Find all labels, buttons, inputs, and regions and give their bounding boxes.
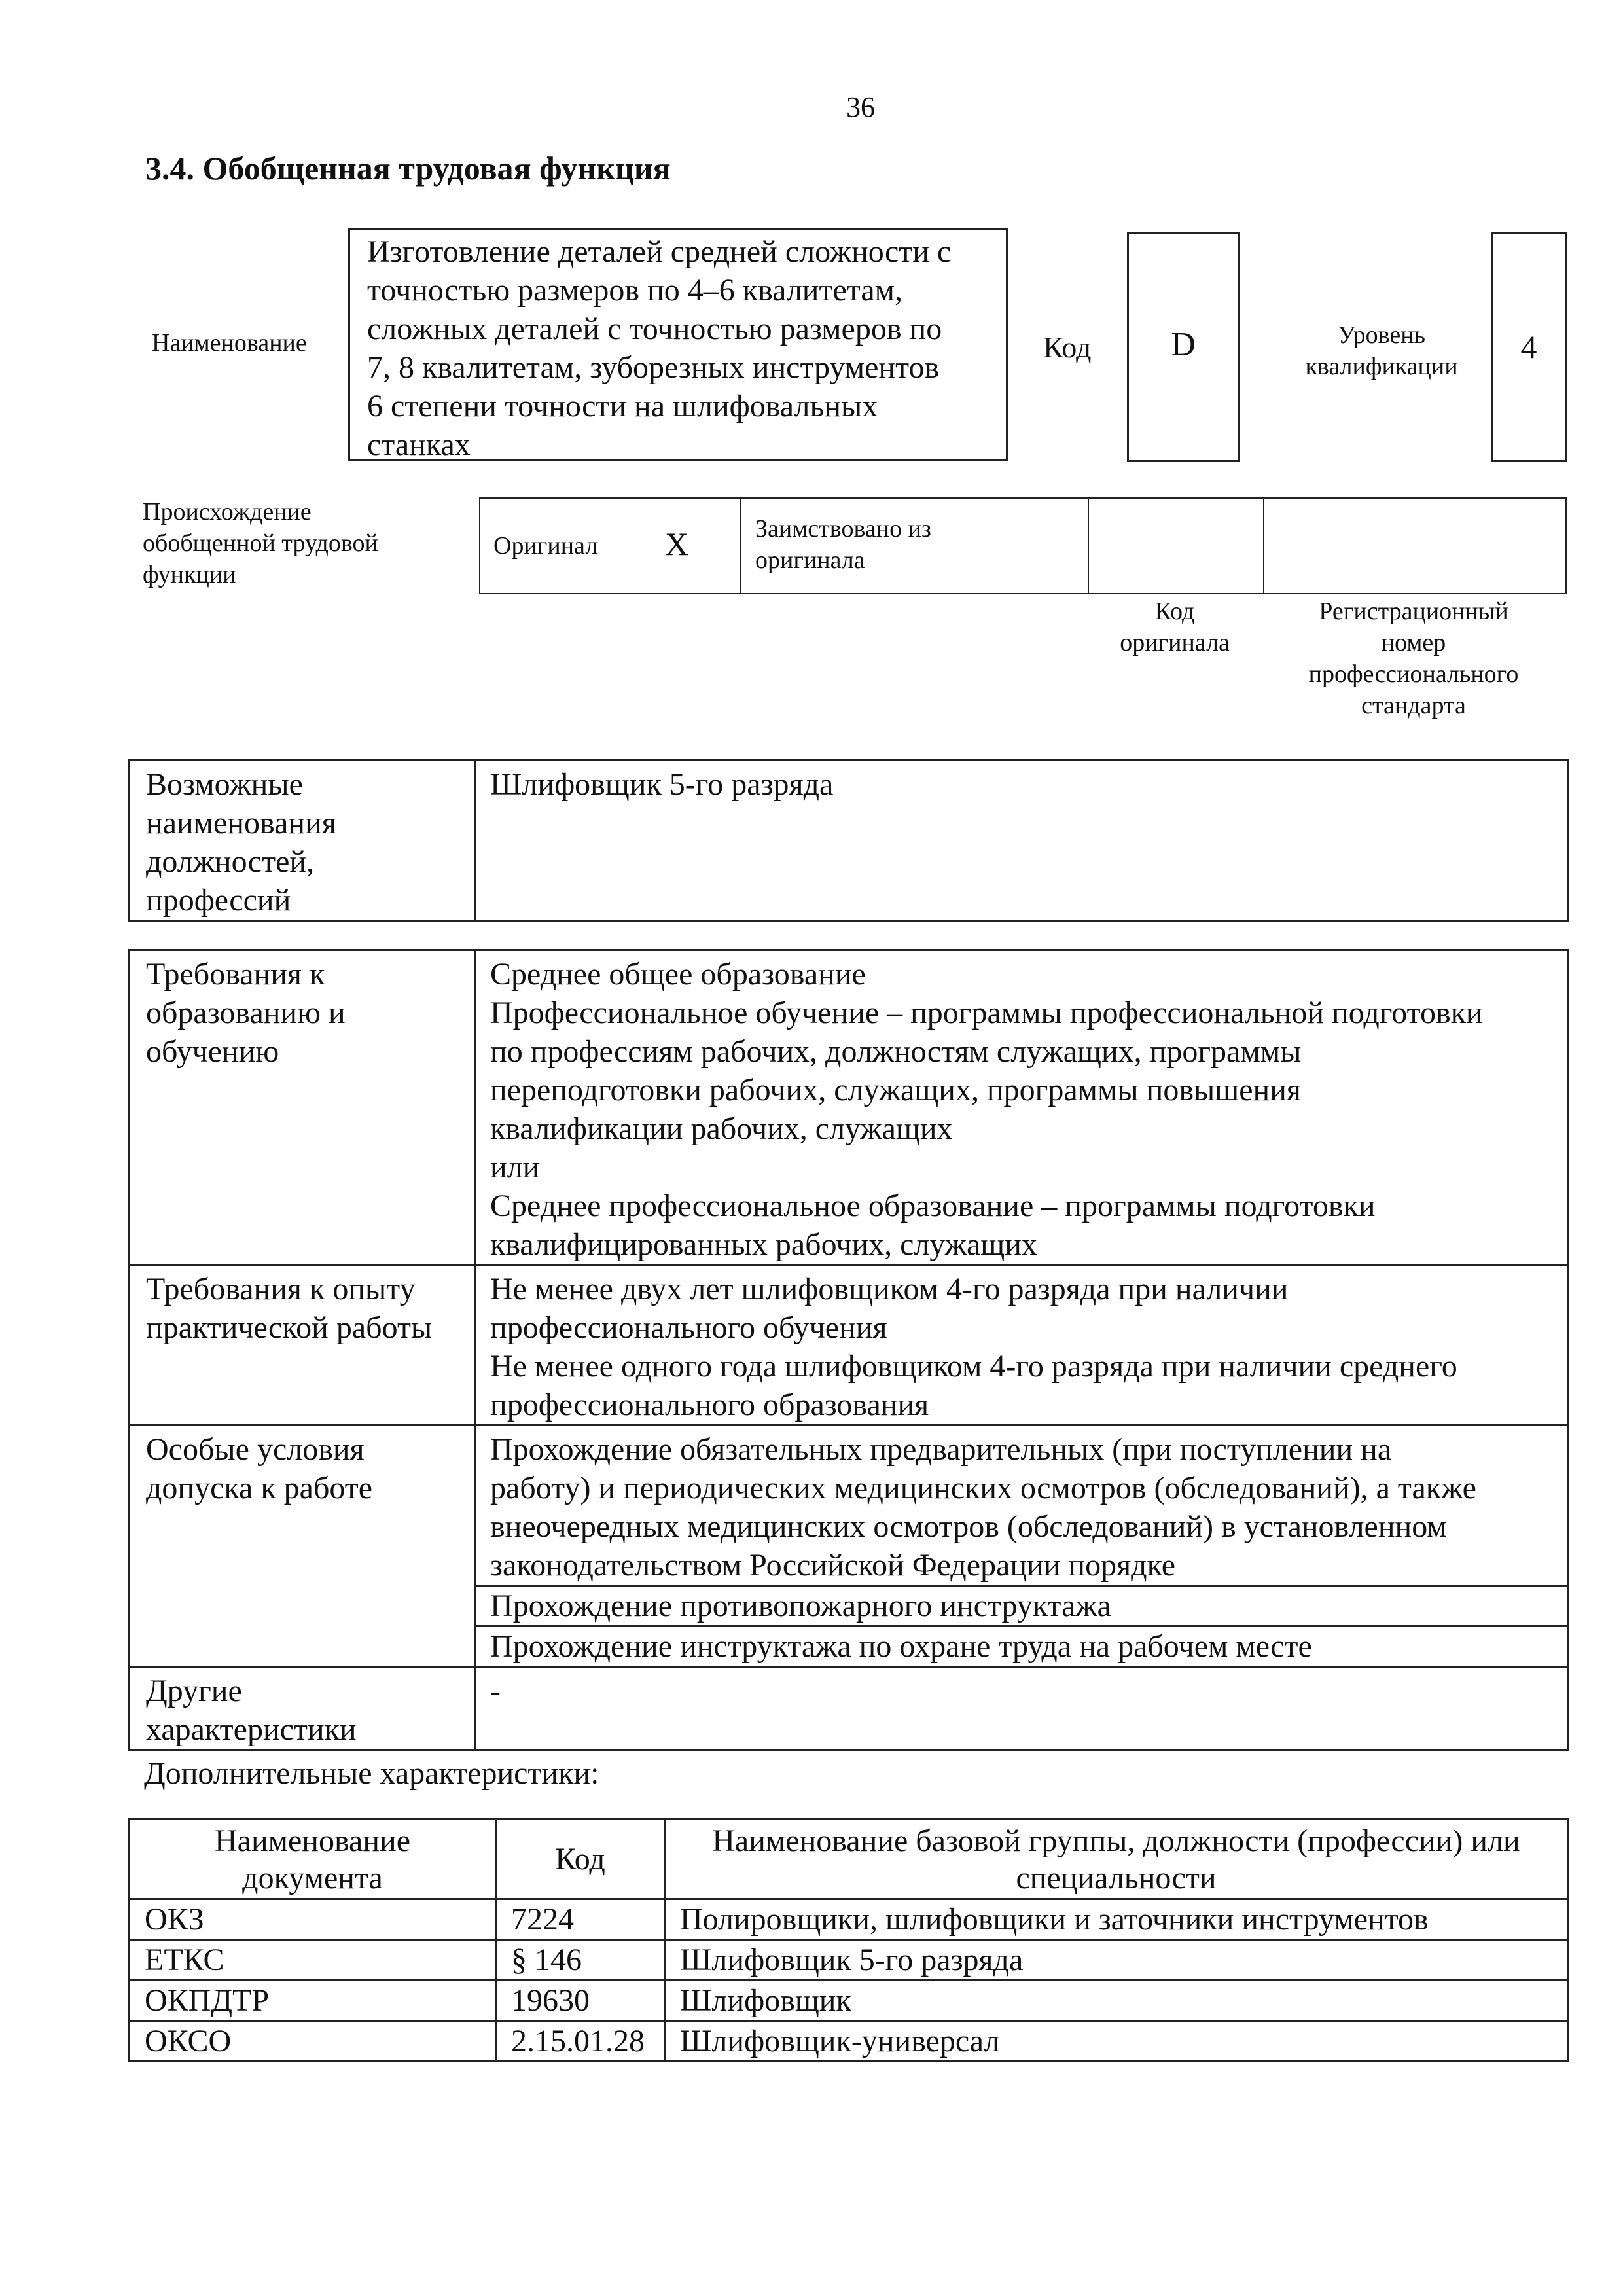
education-line: по профессиям рабочих, должностям служащих, программы: [490, 1034, 1302, 1069]
origin-label: [143, 496, 378, 590]
header-document-line: Наименование: [214, 1823, 411, 1858]
code-caption-line: оригинала: [1120, 629, 1230, 656]
level-value-box: [1491, 232, 1567, 462]
other-value: -: [475, 1667, 1568, 1750]
origin-divider: [1088, 499, 1089, 593]
function-name-line: сложных деталей с точностью размеров по: [367, 312, 942, 346]
conditions-label: [130, 1426, 475, 1667]
positions-label-line: должностей,: [146, 844, 315, 879]
additional-heading: Дополнительные характеристики:: [144, 1756, 599, 1791]
header-name-line: Наименование базовой группы, должности (профессии) или: [712, 1823, 1520, 1858]
row-doc: ОКСО: [130, 2021, 496, 2062]
function-name-line: 7, 8 квалитетам, зуборезных инструментов: [367, 350, 940, 385]
header-code: Код: [496, 1820, 665, 1899]
experience-line: Не менее двух лет шлифовщиком 4-го разряда при наличии: [490, 1272, 1289, 1306]
education-line: Среднее профессиональное образование – программы подготовки: [490, 1189, 1376, 1223]
row-doc: ОКПДТР: [130, 1981, 496, 2021]
origin-label-line: функции: [143, 561, 236, 588]
experience-label-line: практической работы: [146, 1310, 433, 1345]
conditions-label-line: Особые условия: [146, 1432, 365, 1467]
row-name: Шлифовщик: [665, 1981, 1568, 2021]
education-line: или: [490, 1150, 540, 1185]
level-label-line: Уровень: [1338, 321, 1425, 349]
education-label-line: обучению: [146, 1034, 279, 1069]
level-label-line: квалификации: [1305, 353, 1458, 380]
experience-line: Не менее одного года шлифовщиком 4-го разряда при наличии среднего: [490, 1349, 1457, 1384]
level-value: 4: [1520, 329, 1537, 365]
conditions-line: работу) и периодических медицинских осмотров (обследований), а также: [490, 1471, 1476, 1505]
code-value: D: [1171, 326, 1196, 363]
positions-table: [128, 759, 1569, 922]
positions-label-line: наименования: [146, 806, 336, 840]
education-line: переподготовки рабочих, служащих, программы повышения: [490, 1073, 1301, 1107]
conditions-line: внеочередных медицинских осмотров (обследований) в установленном: [490, 1509, 1447, 1544]
conditions-line: Прохождение обязательных предварительных (при поступлении на: [490, 1432, 1392, 1467]
education-label-line: Требования к: [146, 957, 325, 992]
function-name-box: [348, 228, 1008, 461]
borrowed-line: оригинала: [755, 547, 865, 574]
positions-label-line: Возможные: [146, 767, 303, 802]
positions-value: Шлифовщик 5-го разряда: [475, 761, 1568, 921]
row-code: § 146: [496, 1940, 665, 1981]
reg-caption: [1263, 596, 1564, 721]
code-caption-line: Код: [1154, 598, 1195, 625]
row-code: 7224: [496, 1899, 665, 1940]
experience-value: [475, 1265, 1568, 1426]
positions-label-line: профессий: [146, 883, 291, 918]
row-doc: ЕТКС: [130, 1940, 496, 1981]
row-name: Шлифовщик 5-го разряда: [665, 1940, 1568, 1981]
education-value: [475, 950, 1568, 1265]
conditions-safety: Прохождение инструктажа по охране труда на рабочем месте: [475, 1626, 1568, 1667]
origin-divider: [1263, 499, 1264, 593]
requirements-table: [128, 949, 1569, 1751]
code-caption: [1086, 596, 1263, 658]
education-label: [130, 950, 475, 1265]
education-label-line: образованию и: [146, 996, 346, 1030]
row-code: 2.15.01.28: [496, 2021, 665, 2062]
experience-line: профессионального обучения: [490, 1310, 887, 1345]
function-name-line: точностью размеров по 4–6 квалитетам,: [367, 273, 903, 308]
education-line: квалификации рабочих, служащих: [490, 1111, 953, 1146]
borrowed-label: [755, 513, 931, 576]
additional-table: [128, 1818, 1569, 2062]
origin-table: [479, 497, 1567, 594]
header-name-line: специальности: [1016, 1860, 1217, 1895]
header-document: [130, 1820, 496, 1899]
row-name: Полировщики, шлифовщики и заточники инструментов: [665, 1899, 1568, 1940]
positions-label: [130, 761, 475, 921]
row-name: Шлифовщик-универсал: [665, 2021, 1568, 2062]
page-number: 36: [846, 91, 875, 123]
table-row: [130, 1981, 1568, 2021]
conditions-line: законодательством Российской Федерации порядке: [490, 1548, 1175, 1583]
other-label: [130, 1667, 475, 1750]
original-mark: X: [665, 526, 689, 562]
origin-label-line: Происхождение: [143, 498, 312, 526]
name-label: Наименование: [152, 329, 307, 357]
row-doc: ОКЗ: [130, 1899, 496, 1940]
reg-caption-line: Регистрационный: [1319, 598, 1508, 625]
code-value-box: [1127, 232, 1240, 462]
experience-row: [130, 1265, 1568, 1426]
reg-caption-line: стандарта: [1361, 692, 1466, 719]
reg-caption-line: профессионального: [1308, 660, 1519, 688]
origin-divider: [740, 499, 741, 593]
table-row: [130, 2021, 1568, 2062]
header-document-line: документа: [242, 1860, 383, 1895]
conditions-fire: Прохождение противопожарного инструктажа: [475, 1586, 1568, 1626]
level-label: [1291, 319, 1472, 382]
function-name-line: 6 степени точности на шлифовальных: [367, 389, 878, 423]
other-label-line: Другие: [146, 1674, 242, 1708]
code-label: Код: [1043, 331, 1092, 364]
original-label: Оригинал: [493, 532, 598, 560]
table-row: [130, 1899, 1568, 1940]
other-label-line: характеристики: [146, 1712, 357, 1747]
other-row: [130, 1667, 1568, 1750]
conditions-row: [130, 1426, 1568, 1586]
education-line: квалифицированных рабочих, служащих: [490, 1227, 1037, 1262]
reg-caption-line: номер: [1381, 629, 1446, 656]
experience-line: профессионального образования: [490, 1388, 929, 1422]
education-line: Профессиональное обучение – программы профессиональной подготовки: [490, 996, 1483, 1030]
row-code: 19630: [496, 1981, 665, 2021]
positions-row: [130, 761, 1568, 921]
function-name-text: [367, 232, 1002, 464]
table-row: [130, 1940, 1568, 1981]
function-name-line: станках: [367, 427, 471, 462]
experience-label-line: Требования к опыту: [146, 1272, 416, 1306]
education-row: [130, 950, 1568, 1265]
conditions-medical: [475, 1426, 1568, 1586]
header-name: [665, 1820, 1568, 1899]
additional-header-row: [130, 1820, 1568, 1899]
education-line: Среднее общее образование: [490, 957, 866, 992]
section-title: 3.4. Обобщенная трудовая функция: [145, 150, 671, 187]
borrowed-line: Заимствовано из: [755, 515, 931, 543]
experience-label: [130, 1265, 475, 1426]
origin-label-line: обобщенной трудовой: [143, 529, 378, 557]
function-name-line: Изготовление деталей средней сложности с: [367, 234, 952, 269]
conditions-label-line: допуска к работе: [146, 1471, 373, 1505]
